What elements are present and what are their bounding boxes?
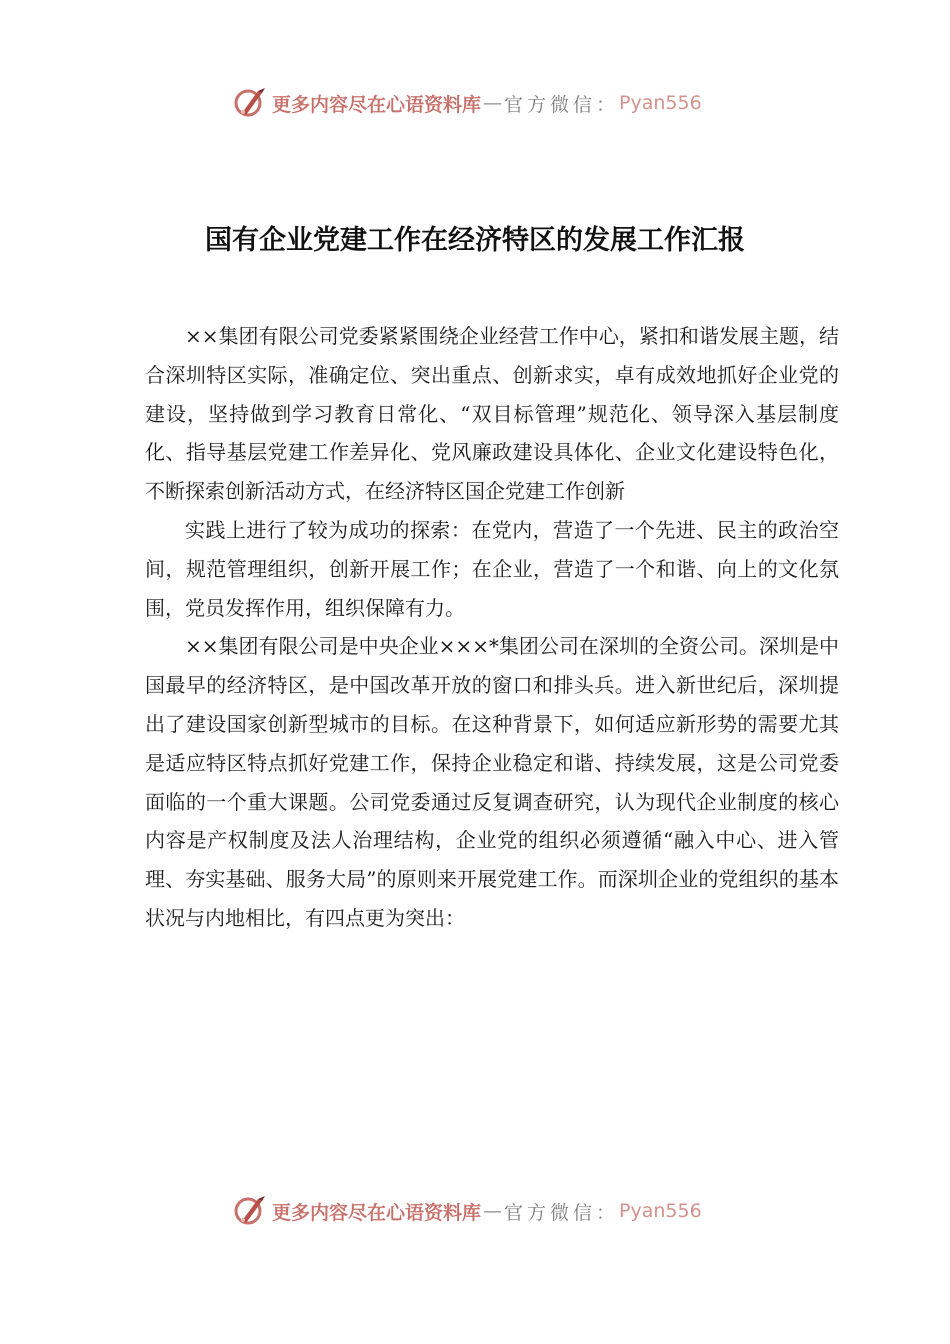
paragraph-1: ××集团有限公司党委紧紧围绕企业经营工作中心，紧扣和谐发展主题，结合深圳特区实际，准确定位、突出重点、创新求实，卓有成效地抓好企业党的建设，坚持做到学习教育日常化、“双目标管理”规范化、领导深入基层制度化、指导基层党建工作差异化、党风廉政建设具体化、企业文化建设特色化，不断探索创新活动方式，在经济特区国企党建工作创新	[145, 324, 839, 504]
banner-wechat-id: Pyan556	[619, 1200, 702, 1222]
banner-dash: —	[483, 92, 503, 114]
document-title: 国有企业党建工作在经济特区的发展工作汇报	[205, 225, 745, 256]
quill-pen-logo-icon	[232, 85, 268, 121]
quill-pen-logo-icon	[232, 1193, 268, 1229]
paragraph-3: ××集团有限公司是中央企业×××*集团公司在深圳的全资公司。深圳是中国最早的经济特区，是中国改革开放的窗口和排头兵。进入新世纪后，深圳提出了建设国家创新型城市的目标。在这种背景下，如何适应新形势的需要尤其是适应特区特点抓好党建工作，保持企业稳定和谐、持续发展，这是公司党委面临的一个重大课题。公司党委通过反复调查研究，认为现代企业制度的核心内容是产权制度及法人治理结构，企业党的组织必须遵循“融入中心、进入管理、夯实基础、服务大局”的原则来开展党建工作。而深圳企业的党组织的基本状况与内地相比，有四点更为突出：	[145, 634, 839, 930]
banner-text: 更多内容尽在心语资料库	[272, 93, 482, 116]
banner-wechat-id: Pyan556	[619, 92, 702, 114]
document-body	[145, 317, 839, 938]
banner-label: 官方微信：	[504, 93, 620, 116]
paragraph-2: 实践上进行了较为成功的探索：在党内，营造了一个先进、民主的政治空间，规范管理组织，创新开展工作；在企业，营造了一个和谐、向上的文化氛围，党员发挥作用，组织保障有力。	[145, 517, 839, 620]
banner-text: 更多内容尽在心语资料库	[272, 1201, 482, 1224]
header-banner	[232, 83, 702, 123]
banner-label: 官方微信：	[504, 1201, 620, 1224]
banner-dash: —	[483, 1200, 503, 1222]
footer-banner	[232, 1191, 702, 1231]
